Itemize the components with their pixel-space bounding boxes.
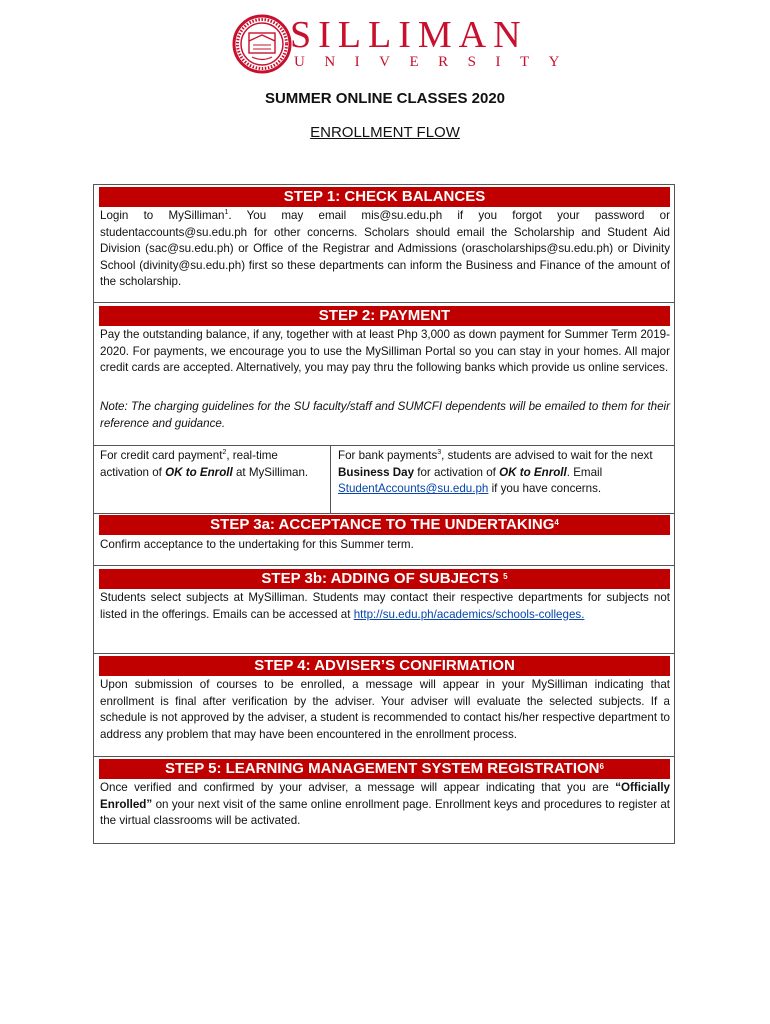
step-2-note: Note: The charging guidelines for the SU faculty/staff and SUMCFI dependents will be emailed to them for their reference and guidance. <box>100 400 670 430</box>
document-subtitle: ENROLLMENT FLOW <box>310 124 460 141</box>
student-accounts-email-link[interactable]: StudentAccounts@su.edu.ph <box>338 482 489 496</box>
step-2-heading: STEP 2: PAYMENT <box>99 306 670 326</box>
step-3b-heading: STEP 3b: ADDING OF SUBJECTS $^5$ <box>99 569 670 589</box>
divider <box>94 302 674 303</box>
step-3b-body: Students select subjects at MySilliman. Students may contact their respective departments for subjects not listed in the offerings. Emails can be accessed at http://su.edu.ph/academics/schools-colleges. <box>100 591 670 621</box>
credit-card-payment-cell: For credit card payment$^2$, real-time activation of OK to Enroll at MySilliman. <box>100 449 309 479</box>
bank-payment-cell: For bank payments$^3$, students are advised to wait for the next Business Day for activation of OK to Enroll. Email StudentAccounts@su.edu.ph if you have concerns. <box>338 449 653 496</box>
column-divider <box>330 445 331 513</box>
step-2-body: Pay the outstanding balance, if any, together with at least Php 3,000 as down payment for Summer Term 2019-2020. For payments, we encourage you to use the MySilliman Portal so you can stay in your homes. All major credit cards are accepted. Alternatively, you may pay thru the following banks which provide us online services. <box>100 328 670 375</box>
divider <box>94 513 674 514</box>
university-logo <box>232 14 579 74</box>
step-3a-body: Confirm acceptance to the undertaking for this Summer term. <box>100 538 414 551</box>
step-5-body: Once verified and confirmed by your adviser, a message will appear indicating that you are “Officially Enrolled” on your next visit of the same online enrollment page. Enrollment keys and procedures to register at the virtual classrooms will be activated. <box>100 781 670 828</box>
step-4-body: Upon submission of courses to be enrolled, a message will appear in your MySilliman indicating that enrollment is final after verification by the adviser. Your adviser will evaluate the selected subjects. If a schedule is not approved by the adviser, a student is recommended to contact his/her respective department to address any problem that may have been encountered in the enrollment process. <box>100 678 670 741</box>
step-4-heading: STEP 4: ADVISER’S CONFIRMATION <box>99 656 670 676</box>
divider <box>94 653 674 654</box>
logo-wordmark-silliman: SILLIMAN <box>290 14 528 56</box>
step-1-body: Login to MySilliman$^1$. You may email mis@su.edu.ph if you forgot your password or studentaccounts@su.edu.ph for other concerns. Scholars should email the Scholarship and Student Aid Division (sac@su.edu.ph) or Office of the Registrar and Admissions (orascholarships@su.edu.ph) or Divinity School (divinity@su.edu.ph) first so these departments can inform the Business and Finance of the amount of the scholarship. <box>100 209 670 289</box>
university-seal-icon <box>232 14 292 74</box>
step-5-heading: STEP 5: LEARNING MANAGEMENT SYSTEM REGISTRATION$^6$ <box>99 759 670 779</box>
enrollment-flow-table <box>93 184 675 844</box>
schools-colleges-link[interactable]: http://su.edu.ph/academics/schools-colleges. <box>353 607 585 621</box>
step-1-heading: STEP 1: CHECK BALANCES <box>99 187 670 207</box>
step-3a-heading: STEP 3a: ACCEPTANCE TO THE UNDERTAKING$^4$ <box>99 515 670 535</box>
document-title: SUMMER ONLINE CLASSES 2020 <box>264 90 506 107</box>
divider <box>94 756 674 757</box>
logo-wordmark-university: UNIVERSITY <box>294 54 579 70</box>
divider <box>94 445 674 446</box>
divider <box>94 565 674 566</box>
